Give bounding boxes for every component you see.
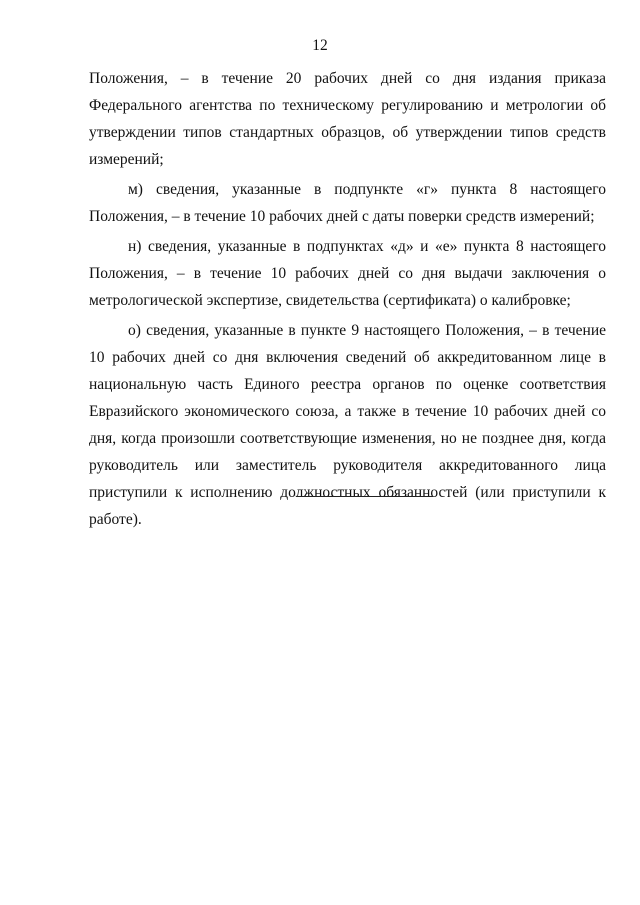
end-of-document-divider — [297, 496, 433, 497]
page-number: 12 — [312, 37, 328, 54]
paragraph-item-n: н) сведения, указанные в подпунктах «д» и «е» пункта 8 настоящего Положения, – в течение 10 рабочих дней со дня выдачи заключения о метрологической экспертизе, свидетельства (сертификата) о калибровке; — [89, 238, 606, 309]
paragraph-item-o: о) сведения, указанные в пункте 9 настоящего Положения, – в течение 10 рабочих дней со дня включения сведений об аккредитованном лице в национальную часть Единого реестра органов по оценке соответствия Евразийского экономического союза, а также в течение 10 рабочих дней со дня, когда произошли соответствующие изменения, но не позднее дня, когда руководитель или заместитель руководителя аккредитованного лица приступили к исполнению должностных обязанностей (или приступили к работе). — [89, 322, 606, 528]
paragraph-item-m: м) сведения, указанные в подпункте «г» пункта 8 настоящего Положения, – в течение 10 рабочих дней с даты поверки средств измерений; — [89, 181, 606, 225]
paragraph-continuation: Положения, – в течение 20 рабочих дней со дня издания приказа Федерального агентства по техническому регулированию и метрологии об утверждении типов стандартных образцов, об утверждении типов средств измерений; — [89, 70, 606, 168]
document-body — [89, 65, 606, 533]
